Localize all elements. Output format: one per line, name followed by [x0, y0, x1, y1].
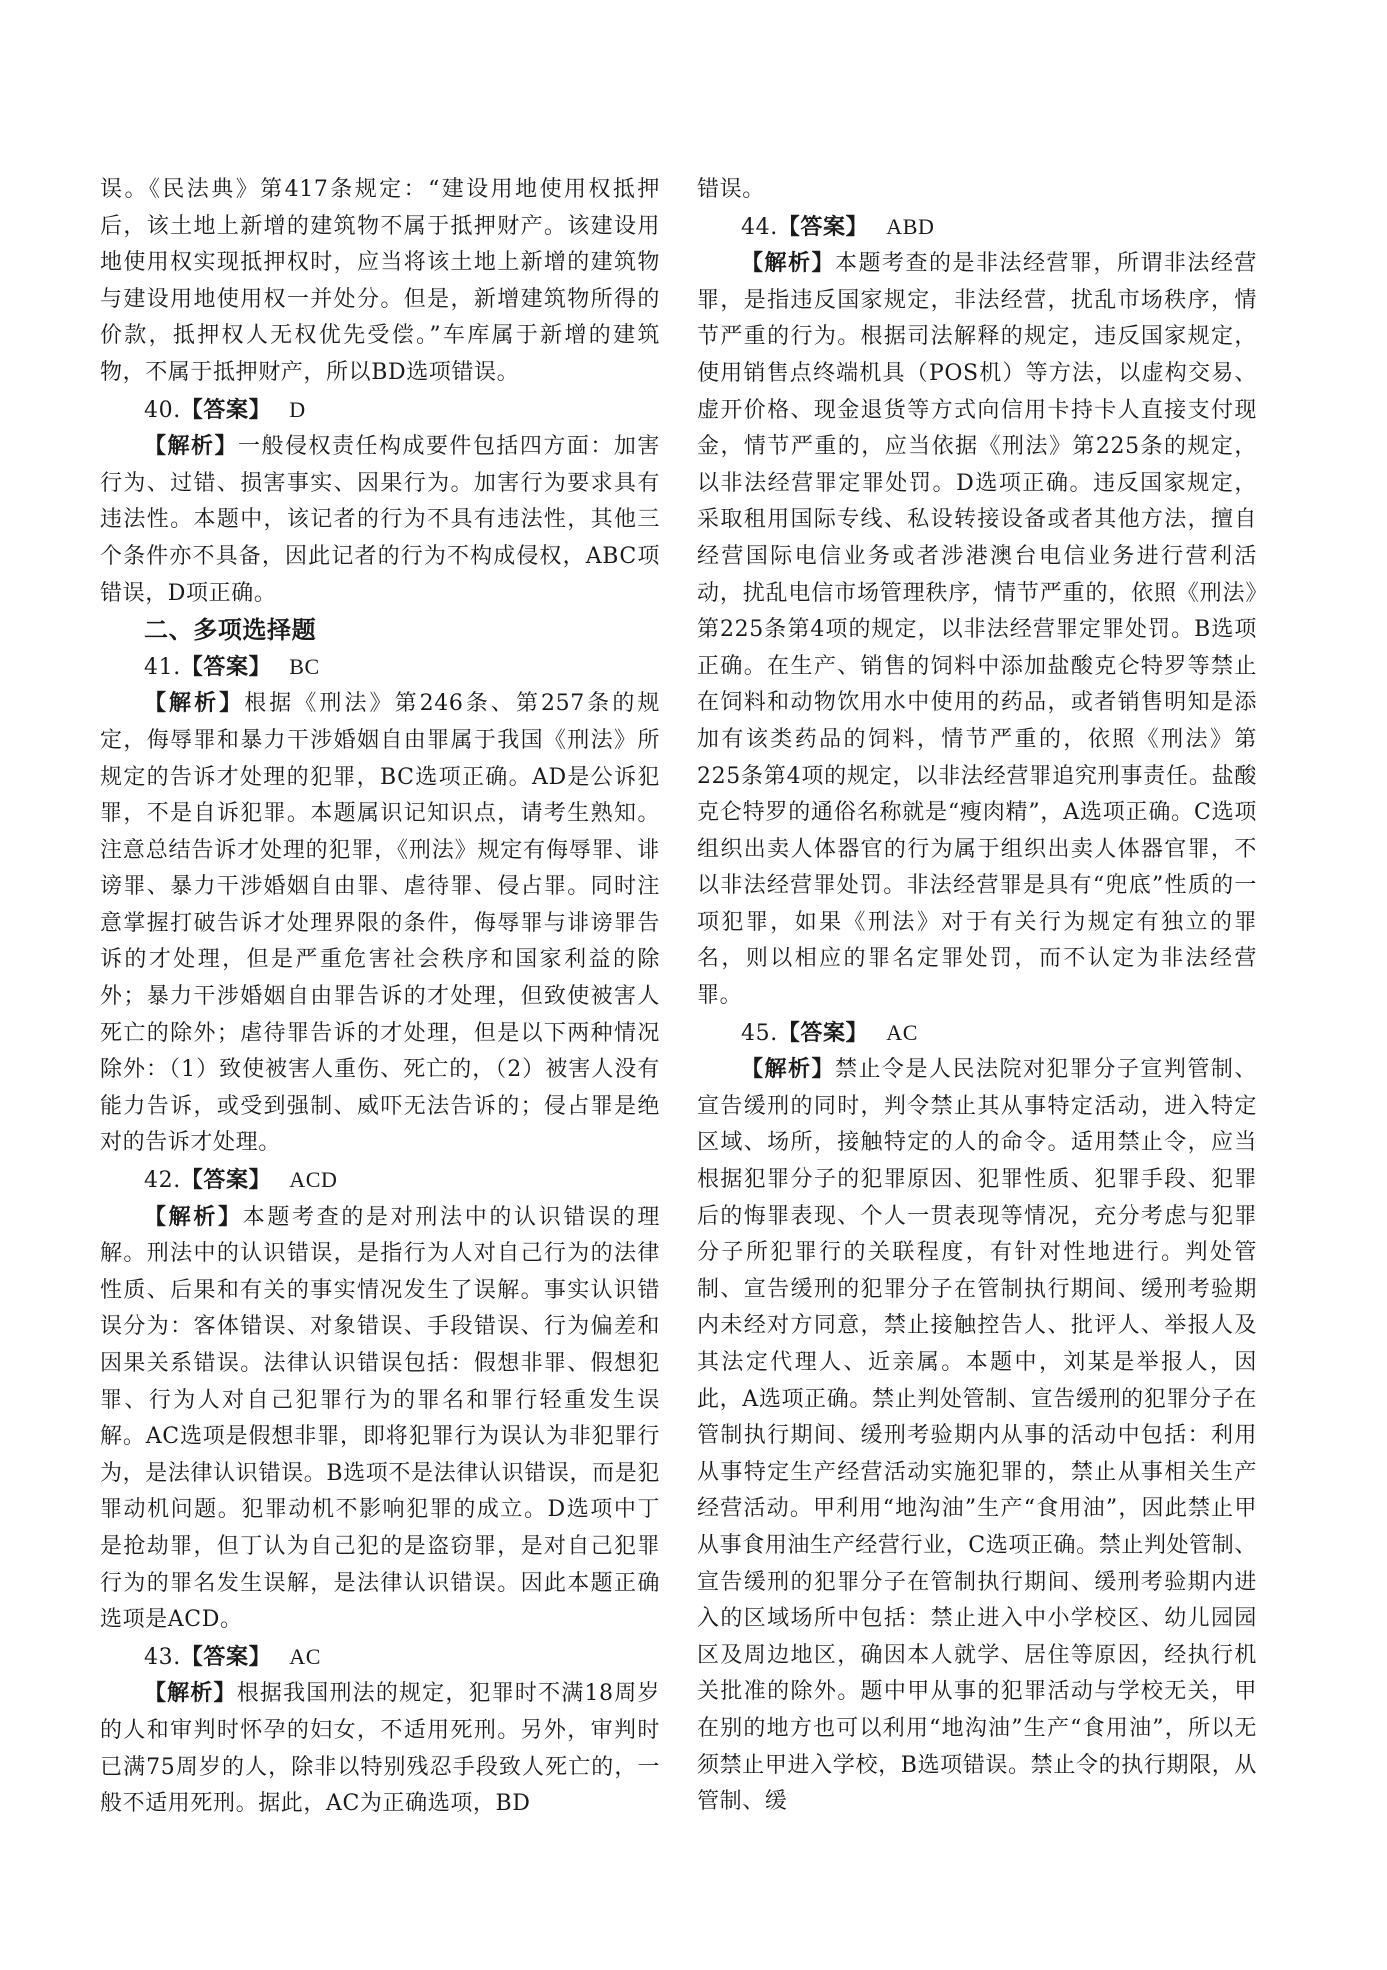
- answer-line-q42: [100, 1162, 660, 1200]
- answer-label: 【答案】: [180, 397, 272, 423]
- answer-line-q44: [697, 209, 1257, 247]
- analysis-label: 【解析】: [144, 1681, 237, 1707]
- question-number: 41.: [144, 654, 181, 680]
- analysis-label: 【解析】: [741, 251, 835, 277]
- analysis-q45: [697, 1052, 1257, 1820]
- analysis-q44: [697, 246, 1257, 1014]
- analysis-q42: [100, 1200, 660, 1639]
- analysis-q41: [100, 686, 660, 1162]
- question-number: 43.: [144, 1644, 181, 1670]
- answer-value: AC: [289, 1643, 321, 1669]
- answer-value: ABD: [886, 213, 935, 239]
- answer-value: ACD: [289, 1167, 338, 1193]
- analysis-text: 一般侵权责任构成要件包括四方面：加害行为、过错、损害事实、因果行为。加害行为要求具有违法性。本题中，该记者的行为不具有违法性，其他三个条件亦不具备，因此记者的行为不构成侵权，ABC项错误，D项正确。: [100, 434, 660, 606]
- answer-value: BC: [289, 653, 320, 679]
- analysis-text: 禁止令是人民法院对犯罪分子宣判管制、宣告缓刑的同时，判令禁止其从事特定活动，进入特定区域、场所，接触特定的人的命令。适用禁止令，应当根据犯罪分子的犯罪原因、犯罪性质、犯罪手段、犯罪后的悔罪表现、个人一贯表现等情况，充分考虑与犯罪分子所犯罪行的关联程度，有针对性地进行。判处管制、宣告缓刑的犯罪分子在管制执行期间、缓刑考验期内未经对方同意，禁止接触控告人、批评人、举报人及其法定代理人、近亲属。本题中，刘某是举报人，因此，A选项正确。禁止判处管制、宣告缓刑的犯罪分子在管制执行期间、缓刑考验期内从事的活动中包括：利用从事特定生产经营活动实施犯罪的，禁止从事相关生产经营活动。甲利用“地沟油”生产“食用油”，因此禁止甲从事食用油生产经营行业，C选项正确。禁止判处管制、宣告缓刑的犯罪分子在管制执行期间、缓刑考验期内进入的区域场所中包括：禁止进入中小学校区、幼儿园园区及周边地区，确因本人就学、居住等原因，经执行机关批准的除外。题中甲从事的犯罪活动与学校无关，甲在别的地方也可以利用“地沟油”生产“食用油”，所以无须禁止甲进入学校，B选项错误。禁止令的执行期限，从管制、缓: [697, 1057, 1257, 1815]
- analysis-label: 【解析】: [144, 691, 245, 717]
- analysis-label: 【解析】: [741, 1057, 835, 1083]
- answer-line-q45: [697, 1015, 1257, 1053]
- analysis-text: 本题考查的是非法经营罪，所谓非法经营罪，是指违反国家规定，非法经营，扰乱市场秩序，情节严重的行为。根据司法解释的规定，违反国家规定，使用销售点终端机具（POS机）等方法，以虚构交易、虚开价格、现金退货等方式向信用卡持卡人直接支付现金，情节严重的，应当依据《刑法》第225条的规定，以非法经营罪定罪处罚。D选项正确。违反国家规定，采取租用国际专线、私设转接设备或者其他方法，擅自经营国际电信业务或者涉港澳台电信业务进行营利活动，扰乱电信市场管理秩序，情节严重的，依照《刑法》第225条第4项的规定，以非法经营罪定罪处罚。B选项正确。在生产、销售的饲料中添加盐酸克仑特罗等禁止在饲料和动物饮用水中使用的药品，或者销售明知是添加有该类药品的饲料，情节严重的，依照《刑法》第225条第4项的规定，以非法经营罪追究刑事责任。盐酸克仑特罗的通俗名称就是“瘦肉精”，A选项正确。C选项组织出卖人体器官的行为属于组织出卖人体器官罪，不以非法经营罪处罚。非法经营罪是具有“兜底”性质的一项犯罪，如果《刑法》对于有关行为规定有独立的罪名，则以相应的罪名定罪处罚，而不认定为非法经营罪。: [697, 251, 1257, 1009]
- question-number: 40.: [144, 397, 181, 423]
- analysis-text: 本题考查的是对刑法中的认识错误的理解。刑法中的认识错误，是指行为人对自己行为的法律性质、后果和有关的事实情况发生了误解。事实认识错误分为：客体错误、对象错误、手段错误、行为偏差和因果关系错误。法律认识错误包括：假想非罪、假想犯罪、行为人对自己犯罪行为的罪名和罪行轻重发生误解。AC选项是假想非罪，即将犯罪行为误认为非犯罪行为，是法律认识错误。B选项不是法律认识错误，而是犯罪动机问题。犯罪动机不影响犯罪的成立。D选项中丁是抢劫罪，但丁认为自己犯的是盗窃罪，是对自己犯罪行为的罪名发生误解，是法律认识错误。因此本题正确选项是ACD。: [100, 1204, 661, 1633]
- answer-label: 【答案】: [777, 214, 869, 240]
- answer-value: D: [289, 396, 306, 422]
- analysis-q40: [100, 429, 660, 612]
- paragraph-q43-continuation: 错误。: [697, 177, 765, 202]
- question-number: 45.: [741, 1020, 778, 1046]
- paragraph-q39-continuation: 误。《民法典》第417条规定：“建设用地使用权抵押后，该土地上新增的建筑物不属于抵押财产。该建设用地使用权实现抵押权时，应当将该土地上新增的建筑物与建设用地使用权一并处分。但是，新增建筑物所得的价款，抵押权人无权优先受偿。”车库属于新增的建筑物，不属于抵押财产，所以BD选项错误。: [100, 177, 660, 385]
- answer-line-q41: [100, 649, 660, 687]
- answer-label: 【答案】: [180, 1168, 272, 1194]
- question-number: 42.: [144, 1168, 181, 1194]
- left-column: [100, 172, 660, 1823]
- analysis-text: 根据《刑法》第246条、第257条的规定，侮辱罪和暴力干涉婚姻自由罪属于我国《刑法》所规定的告诉才处理的犯罪，BC选项正确。AD是公诉犯罪，不是自诉犯罪。本题属识记知识点，请考生熟知。注意总结告诉才处理的犯罪，《刑法》规定有侮辱罪、诽谤罪、暴力干涉婚姻自由罪、虐待罪、侵占罪。同时注意掌握打破告诉才处理界限的条件，侮辱罪与诽谤罪告诉的才处理，但是严重危害社会秩序和国家利益的除外；暴力干涉婚姻自由罪告诉的才处理，但致使被害人死亡的除外；虐待罪告诉的才处理，但是以下两种情况除外：（1）致使被害人重伤、死亡的，（2）被害人没有能力告诉，或受到强制、威吓无法告诉的；侵占罪是绝对的告诉才处理。: [100, 691, 660, 1156]
- analysis-label: 【解析】: [144, 434, 238, 460]
- answer-line-q40: [100, 392, 660, 430]
- answer-label: 【答案】: [777, 1020, 869, 1046]
- question-number: 44.: [741, 214, 778, 240]
- section-heading: 二、多项选择题: [144, 616, 317, 645]
- answer-line-q43: [100, 1639, 660, 1677]
- analysis-q43: [100, 1676, 660, 1822]
- answer-label: 【答案】: [180, 1644, 272, 1670]
- right-column: [697, 172, 1257, 1821]
- analysis-text: 根据我国刑法的规定，犯罪时不满18周岁的人和审判时怀孕的妇女，不适用死刑。另外，审判时已满75周岁的人，除非以特别残忍手段致人死亡的，一般不适用死刑。据此，AC为正确选项，BD: [100, 1681, 660, 1817]
- analysis-label: 【解析】: [144, 1204, 243, 1230]
- answer-value: AC: [886, 1019, 918, 1045]
- answer-label: 【答案】: [180, 654, 272, 680]
